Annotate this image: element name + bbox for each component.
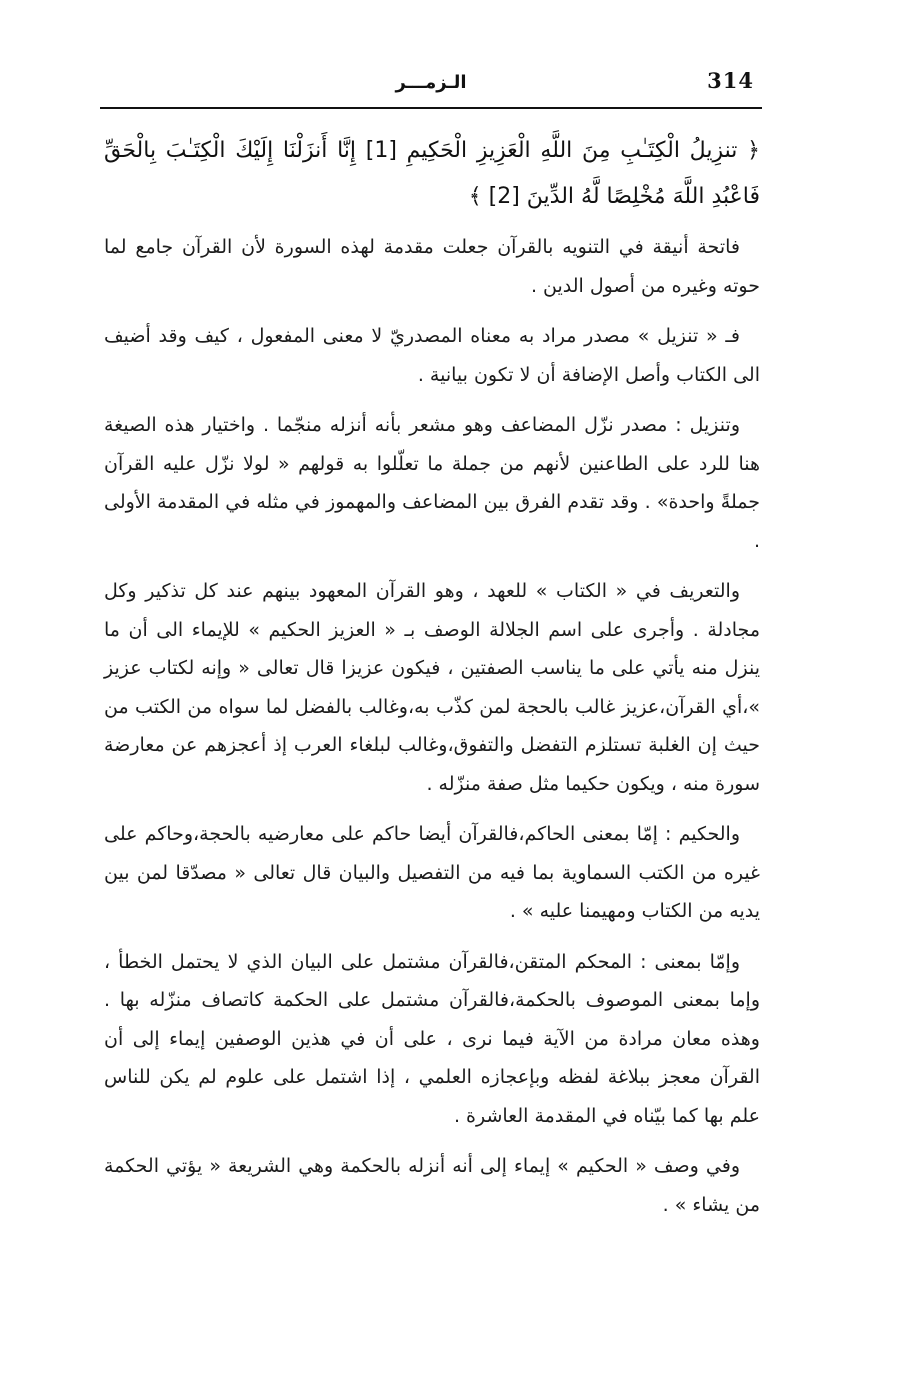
- paragraph-5: والحكيم : إمّا بمعنى الحاكم،فالقرآن أيضا حاكم على معارضيه بالحجة،وحاكم على غيره من الكتب السماوية بما فيه من التفصيل والبيان قال تعالى « مصدّقا لمن بين يديه من الكتاب ومهيمنا عليه » .: [104, 823, 760, 922]
- paragraph-7: وفي وصف « الحكيم » إيماء إلى أنه أنزله بالحكمة وهي الشريعة « يؤتي الحكمة من يشاء » .: [104, 1155, 760, 1216]
- page-body: [104, 128, 760, 1278]
- page-number: 314: [707, 68, 754, 93]
- paragraph-4: والتعريف في « الكتاب » للعهد ، وهو القرآن المعهود بينهم عند كل تذكير وكل مجادلة . وأجرى على اسم الجلالة الوصف بـ « العزيز الحكيم » للإيماء الى أن ما ينزل منه يأتي على ما يناسب الصفتين ، فيكون عزيزا قال تعالى « وإنه لكتاب عزيز »،أي القرآن،عزيز غالب بالحجة لمن كذّب به،وغالب بالفضل لما سواه من الكتب من حيث إن الغلبة تستلزم التفضل والتفوق،وغالب لبلغاء العرب إذ أعجزهم عن معارضة سورة منه ، ويكون حكيما مثل صفة منزّله .: [104, 580, 760, 795]
- paragraph-6: وإمّا بمعنى : المحكم المتقن،فالقرآن مشتمل على البيان الذي لا يحتمل الخطأ ، وإما بمعنى الموصوف بالحكمة،فالقرآن مشتمل على الحكمة كاتصاف منزّله بها . وهذه معان مرادة من الآية فيما نرى ، على أن في هذين الوصفين إيماء إلى أن القرآن معجز ببلاغة لفظه وبإعجازه العلمي ، إذا اشتمل على علوم لم يكن للناس علم بها كما بيّناه في المقدمة العاشرة .: [104, 950, 760, 1127]
- paragraph-3: وتنزيل : مصدر نزّل المضاعف وهو مشعر بأنه أنزله منجّما . واختيار هذه الصيغة هنا للرد على الطاعنين لأنهم من جملة ما تعلّلوا به قولهم « لولا نزّل عليه القرآن جملةً واحدة» . وقد تقدم الفرق بين المضاعف والمهموز في مثله في المقدمة الأولى .: [104, 414, 760, 552]
- header-rule: [100, 107, 762, 109]
- quran-verse: ﴿ تنزِيلُ الْكِتَـٰبِ مِنَ اللَّهِ الْعَزِيزِ الْحَكِيمِ [1] إِنَّا أَنزَلْنَا إِلَيْكَ الْكِتَـٰبَ بِالْحَقِّ فَاعْبُدِ اللَّهَ مُخْلِصًا لَّهُ الدِّينَ [2] ﴾: [104, 138, 760, 209]
- paragraph-1: فاتحة أنيقة في التنويه بالقرآن جعلت مقدمة لهذه السورة لأن القرآن جامع لما حوته وغيره من أصول الدين .: [104, 236, 760, 297]
- page-header: [100, 62, 762, 102]
- running-title: الـزمـــر: [395, 72, 467, 93]
- paragraph-2: فـ « تنزيل » مصدر مراد به معناه المصدريّ لا معنى المفعول ، كيف وقد أضيف الى الكتاب وأصل الإضافة أن لا تكون بيانية .: [104, 325, 760, 386]
